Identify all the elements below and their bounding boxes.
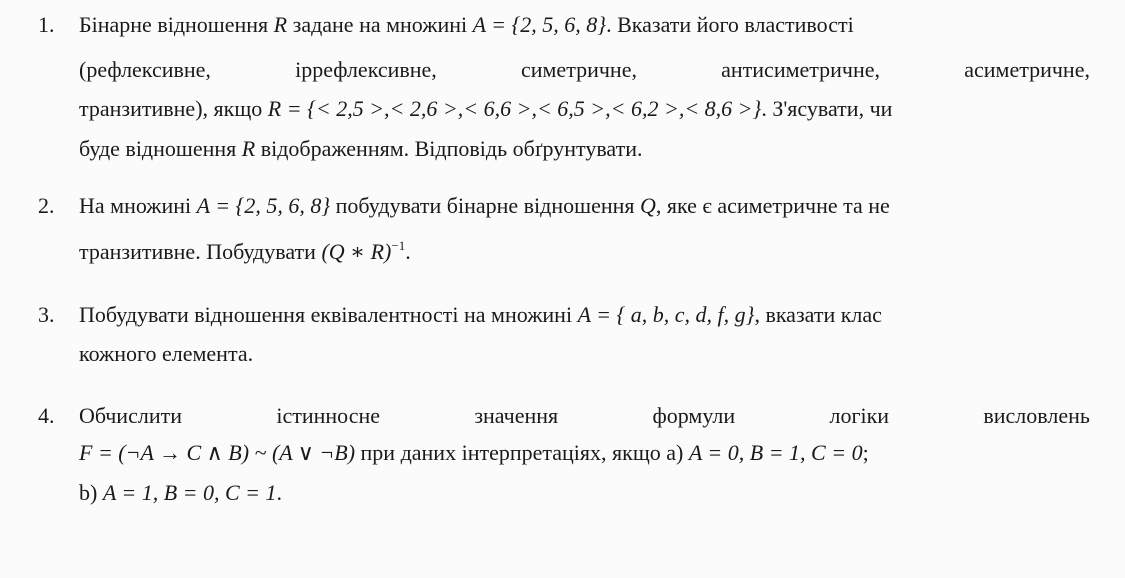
math-set: A = { a, b, c, d, f, g} (577, 302, 755, 327)
word: істинносне (276, 403, 380, 428)
text: Побудувати відношення еквівалентності на множині (79, 302, 578, 327)
word: іррефлексивне, (295, 57, 437, 82)
task-number: 3. (38, 302, 55, 327)
math-var: R (273, 12, 288, 37)
text: при даних інтерпретаціях, якщо а) (355, 440, 689, 465)
text: , вказати клас (754, 302, 882, 327)
word: Обчислити (79, 403, 182, 428)
math-relation: R = {< 2,5 >,< 2,6 >,< 6,6 >,< 6,5 >,< 6,2 >,< 8,6 >} (267, 96, 762, 121)
text: . (405, 239, 411, 264)
word: висловлень (983, 403, 1090, 428)
text: . (276, 480, 283, 505)
task-4-line-3 (79, 473, 1090, 513)
task-3-line-2 (79, 334, 1090, 374)
math-interpretation: A = 1, B = 0, C = 1 (102, 480, 277, 505)
text: відображенням. Відповідь обґрунтувати. (255, 136, 643, 161)
math-var: Q (640, 193, 656, 218)
task-1-line-1 (79, 5, 1090, 45)
text: . Вказати його властивості (606, 12, 854, 37)
text: транзитивне. Побудувати (79, 239, 322, 264)
task-2-line-1 (79, 186, 1090, 226)
text: ; (862, 440, 869, 465)
text: буде відношення (79, 136, 242, 161)
math-expression: (Q ∗ R) (321, 239, 392, 264)
word: асиметричне, (964, 57, 1090, 82)
text: b) (79, 480, 103, 505)
task-1-line-2 (79, 50, 1090, 90)
task-number: 2. (38, 193, 55, 218)
task-4-line-1 (79, 396, 1090, 436)
word: антисиметричне, (721, 57, 881, 82)
text: Бінарне відношення (79, 12, 274, 37)
math-formula: F = (¬A → C ∧ B) ~ (A ∨ ¬B) (79, 440, 356, 465)
task-3-line-1 (79, 295, 1090, 335)
word: (рефлексивне, (79, 57, 211, 82)
text: . З'ясувати, чи (761, 96, 893, 121)
task-2-line-2 (79, 232, 1090, 272)
text: , яке є асиметричне та не (655, 193, 890, 218)
word: значення (474, 403, 559, 428)
math-var: R (241, 136, 256, 161)
task-number: 4. (38, 403, 55, 428)
task-1-line-4 (79, 129, 1090, 169)
task-number: 1. (38, 12, 55, 37)
math-set: A = {2, 5, 6, 8} (196, 193, 331, 218)
word: формули (652, 403, 736, 428)
math-interpretation: A = 0, B = 1, C = 0 (688, 440, 863, 465)
task-4-line-2 (79, 433, 1090, 473)
word: логіки (829, 403, 890, 428)
superscript: −1 (391, 238, 406, 253)
text: задане на множині (287, 12, 473, 37)
text: побудувати бінарне відношення (330, 193, 640, 218)
math-set: A = {2, 5, 6, 8} (472, 12, 607, 37)
task-1-line-3 (79, 89, 1090, 129)
text: кожного елемента. (79, 341, 254, 366)
text: На множині (79, 193, 197, 218)
text: транзитивне), якщо (79, 96, 268, 121)
word: симетричне, (520, 57, 637, 82)
